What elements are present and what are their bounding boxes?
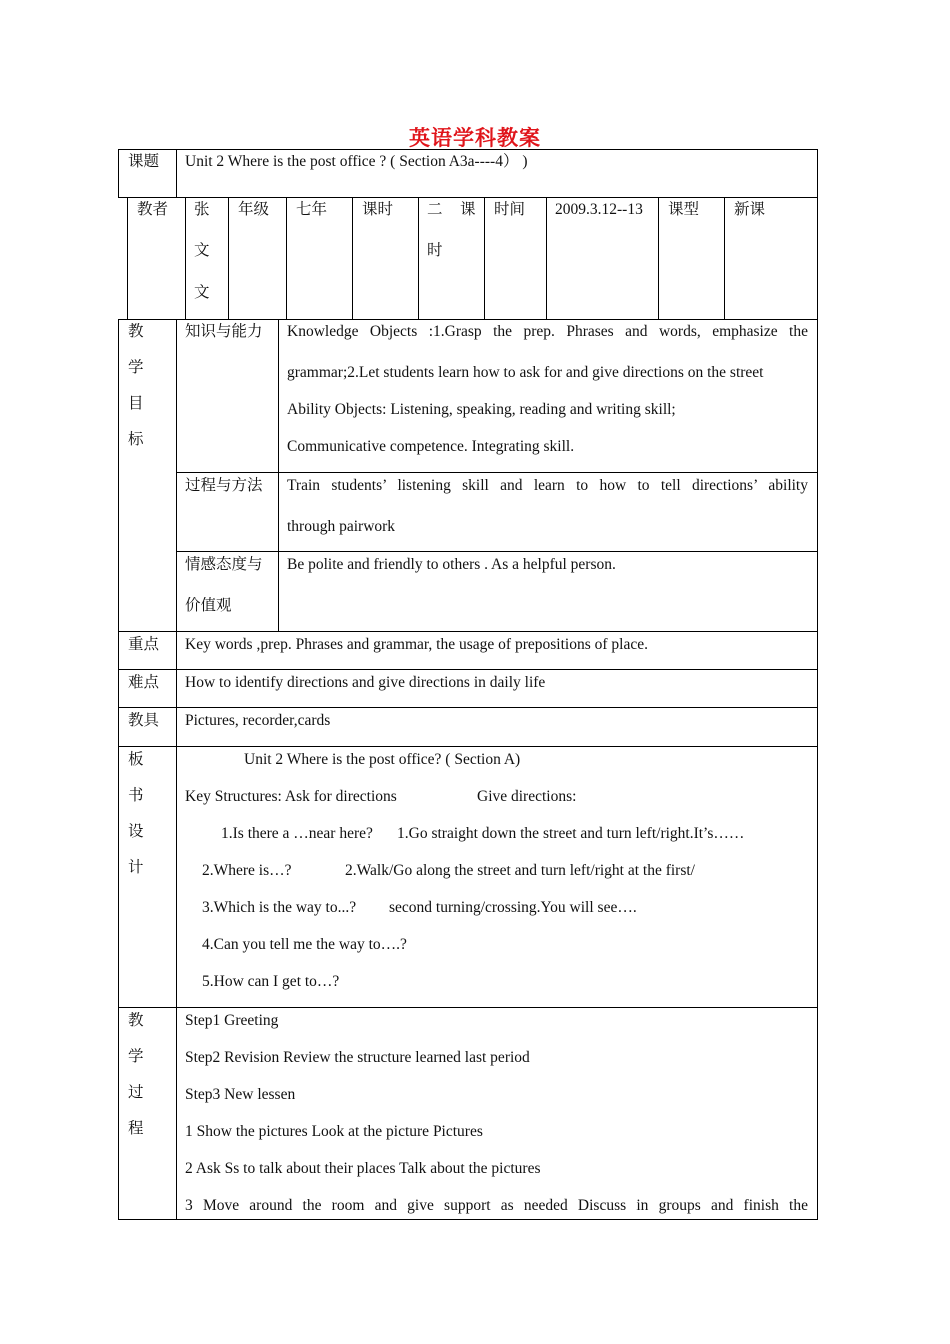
procedure-label-char-4: 程 bbox=[128, 1120, 144, 1137]
objectives-label-char-4: 标 bbox=[128, 431, 144, 448]
period-char-1: 二 bbox=[427, 201, 443, 218]
board-r3-right: second turning/crossing.You will see…. bbox=[389, 899, 637, 916]
knowledge-line-1: Knowledge Objects :1.Grasp the prep. Phrases and words, emphasize the bbox=[287, 323, 808, 340]
procedure-step-3: Step3 New lessen bbox=[185, 1086, 296, 1103]
procedure-label-char-3: 过 bbox=[128, 1084, 144, 1101]
period-char-2: 课 bbox=[460, 201, 476, 218]
board-r2-right: 2.Walk/Go along the street and turn left/right at the first/ bbox=[345, 862, 695, 879]
procedure-step-4: 1 Show the pictures Look at the picture Pictures bbox=[185, 1123, 483, 1140]
time-label: 时间 bbox=[494, 201, 526, 218]
difficulties-label: 难点 bbox=[128, 674, 160, 691]
emotion-value: Be polite and friendly to others . As a helpful person. bbox=[287, 556, 616, 573]
emotion-label-line-2: 价值观 bbox=[185, 597, 232, 614]
procedure-step-6: 3 Move around the room and give support as needed Discuss in groups and finish the bbox=[185, 1197, 808, 1214]
board-r5: 5.How can I get to…? bbox=[202, 973, 340, 990]
procedure-label-char-1: 教 bbox=[128, 1012, 144, 1029]
process-line-2: through pairwork bbox=[287, 518, 396, 535]
type-value: 新课 bbox=[734, 201, 766, 218]
board-ks-right: Give directions: bbox=[477, 788, 577, 805]
board-heading: Unit 2 Where is the post office? ( Section A) bbox=[244, 751, 521, 768]
board-r1-right: 1.Go straight down the street and turn left/right.It’s…… bbox=[397, 825, 745, 842]
topic-value: Unit 2 Where is the post office ? ( Section A3a----4） ) bbox=[185, 153, 528, 170]
objectives-label-char-1: 教 bbox=[128, 323, 144, 340]
aids-value: Pictures, recorder,cards bbox=[185, 712, 331, 729]
time-value: 2009.3.12--13 bbox=[555, 201, 643, 218]
board-r1-left: 1.Is there a …near here? bbox=[221, 825, 373, 842]
teacher-name-char-3: 文 bbox=[194, 284, 210, 301]
objectives-label-char-3: 目 bbox=[128, 395, 144, 412]
grade-value: 七年 bbox=[296, 201, 328, 218]
document-title: 英语学科教案 bbox=[409, 126, 541, 150]
type-label: 课型 bbox=[668, 201, 700, 218]
knowledge-label: 知识与能力 bbox=[185, 323, 263, 340]
topic-label: 课题 bbox=[128, 153, 160, 170]
board-label-char-2: 书 bbox=[128, 787, 144, 804]
procedure-step-5: 2 Ask Ss to talk about their places Talk about the pictures bbox=[185, 1160, 541, 1177]
process-label: 过程与方法 bbox=[185, 477, 263, 494]
process-line-1: Train students’ listening skill and learn to how to tell directions’ ability bbox=[287, 477, 808, 494]
period-char-3: 时 bbox=[427, 242, 443, 259]
teacher-name-char-2: 文 bbox=[194, 242, 210, 259]
knowledge-line-4: Communicative competence. Integrating skill. bbox=[287, 438, 575, 455]
difficulties-value: How to identify directions and give directions in daily life bbox=[185, 674, 546, 691]
board-ks-left: Key Structures: Ask for directions bbox=[185, 788, 397, 805]
teacher-name-char-1: 张 bbox=[194, 201, 210, 218]
knowledge-line-2: grammar;2.Let students learn how to ask for and give directions on the street bbox=[287, 364, 764, 381]
procedure-label-char-2: 学 bbox=[128, 1048, 144, 1065]
key-points-label: 重点 bbox=[128, 636, 160, 653]
grade-label: 年级 bbox=[238, 201, 270, 218]
board-label-char-1: 板 bbox=[128, 751, 144, 768]
procedure-step-1: Step1 Greeting bbox=[185, 1012, 279, 1029]
board-r2-left: 2.Where is…? bbox=[202, 862, 292, 879]
emotion-label-line-1: 情感态度与 bbox=[185, 556, 263, 573]
board-label-char-3: 设 bbox=[128, 823, 144, 840]
knowledge-line-3: Ability Objects: Listening, speaking, reading and writing skill; bbox=[287, 401, 676, 418]
board-label-char-4: 计 bbox=[128, 859, 144, 876]
key-points-value: Key words ,prep. Phrases and grammar, the usage of prepositions of place. bbox=[185, 636, 648, 653]
board-r4: 4.Can you tell me the way to….? bbox=[202, 936, 407, 953]
period-label: 课时 bbox=[362, 201, 394, 218]
aids-label: 教具 bbox=[128, 712, 160, 729]
procedure-step-2: Step2 Revision Review the structure learned last period bbox=[185, 1049, 530, 1066]
teacher-label: 教者 bbox=[137, 201, 169, 218]
board-r3-left: 3.Which is the way to...? bbox=[202, 899, 357, 916]
objectives-label-char-2: 学 bbox=[128, 359, 144, 376]
